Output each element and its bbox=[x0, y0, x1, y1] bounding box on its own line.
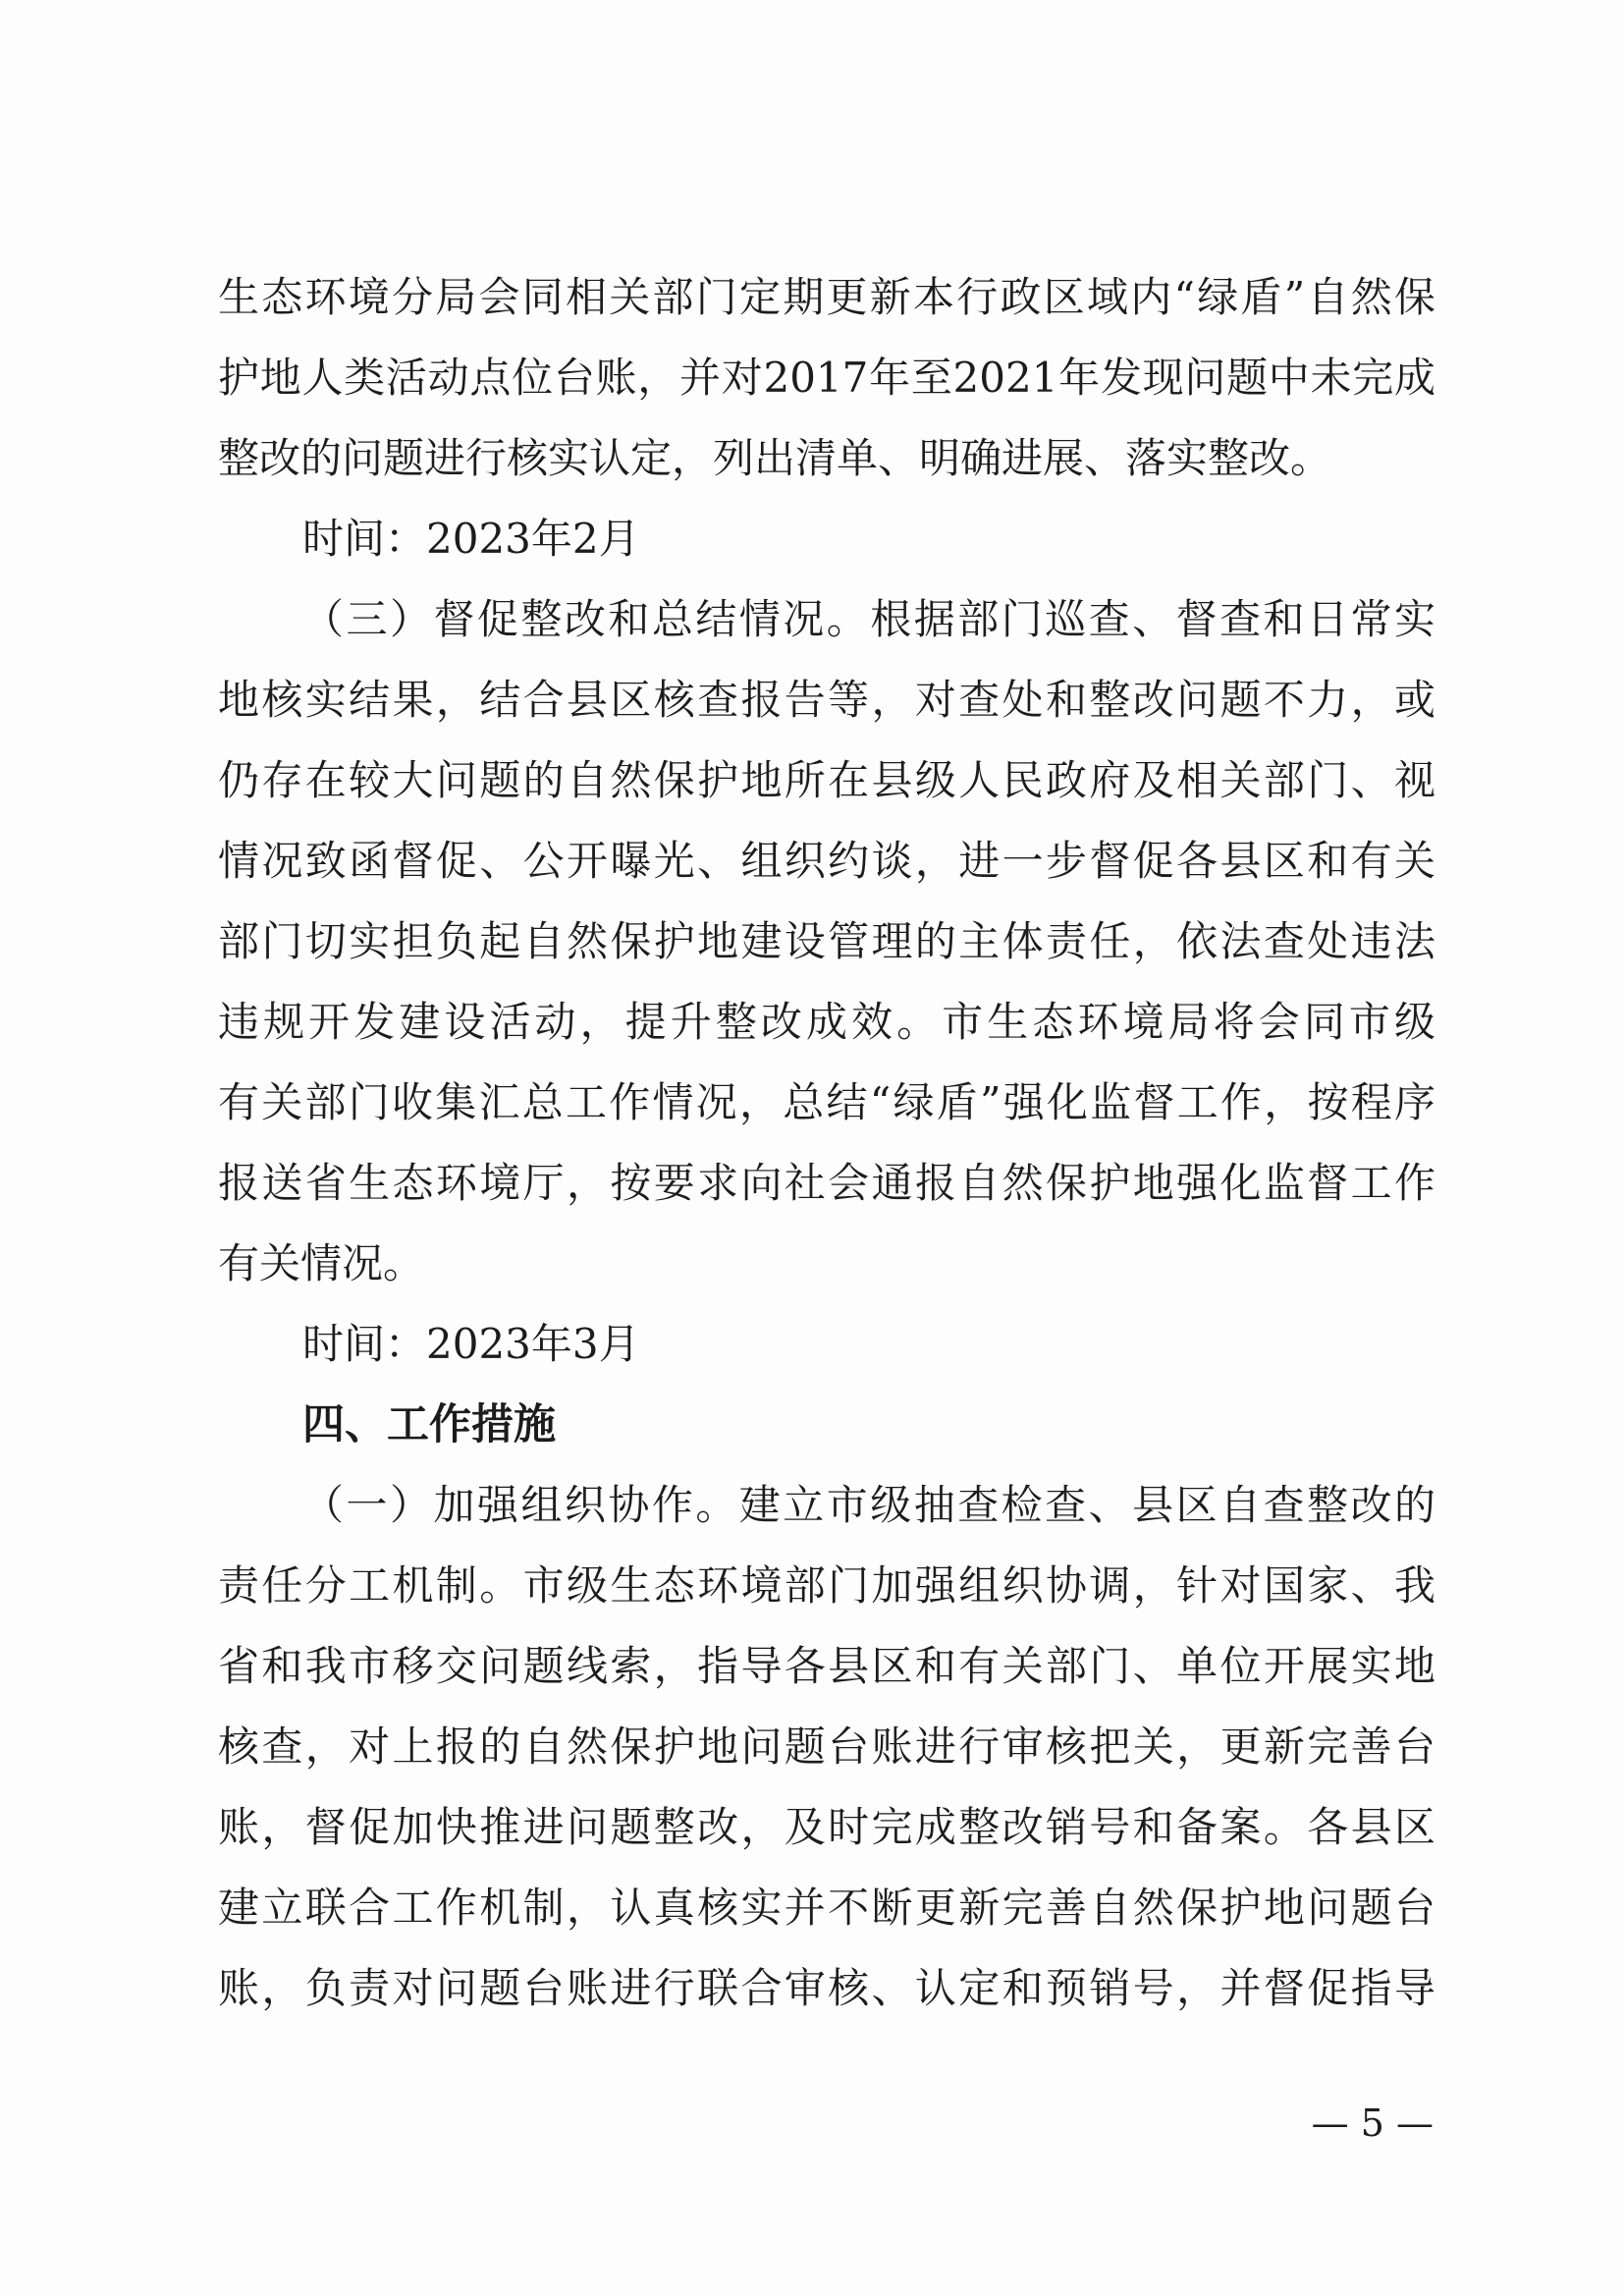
paragraph-line: （一）加强组织协作。建立市级抽查检查、县区自查整改的 bbox=[302, 1481, 1435, 1529]
paragraph-line: 省和我市移交问题线索，指导各县区和有关部门、单位开展实地 bbox=[218, 1642, 1435, 1690]
paragraph-line: 建立联合工作机制，认真核实并不断更新完善自然保护地问题台 bbox=[218, 1884, 1435, 1932]
section-heading: 四、工作措施 bbox=[302, 1400, 556, 1449]
paragraph-line: 核查，对上报的自然保护地问题台账进行审核把关，更新完善台 bbox=[218, 1722, 1435, 1771]
time-line: 时间：2023年2月 bbox=[302, 515, 640, 563]
paragraph-line: 部门切实担负起自然保护地建设管理的主体责任，依法查处违法 bbox=[218, 917, 1435, 965]
page-number: — 5 — bbox=[1311, 2102, 1434, 2145]
time-line: 时间：2023年3月 bbox=[302, 1320, 640, 1368]
paragraph-line: 仍存在较大问题的自然保护地所在县级人民政府及相关部门、视 bbox=[218, 756, 1435, 804]
paragraph-line: 护地人类活动点位台账，并对2017年至2021年发现问题中未完成 bbox=[218, 354, 1435, 402]
paragraph-line: 账，督促加快推进问题整改，及时完成整改销号和备案。各县区 bbox=[218, 1803, 1435, 1851]
paragraph-line: 整改的问题进行核实认定，列出清单、明确进展、落实整改。 bbox=[218, 434, 1332, 482]
paragraph-line: 有关部门收集汇总工作情况，总结“绿盾”强化监督工作，按程序 bbox=[218, 1078, 1435, 1126]
paragraph-line: 违规开发建设活动，提升整改成效。市生态环境局将会同市级 bbox=[218, 998, 1435, 1046]
paragraph-line: 生态环境分局会同相关部门定期更新本行政区域内“绿盾”自然保 bbox=[218, 273, 1435, 321]
paragraph-line: 账，负责对问题台账进行联合审核、认定和预销号，并督促指导 bbox=[218, 1964, 1435, 2012]
document-body bbox=[218, 257, 1435, 2029]
paragraph-line: 报送省生态环境厅，按要求向社会通报自然保护地强化监督工作 bbox=[218, 1159, 1435, 1207]
paragraph-line: 情况致函督促、公开曝光、组织约谈，进一步督促各县区和有关 bbox=[218, 837, 1435, 885]
paragraph-line: 有关情况。 bbox=[218, 1239, 425, 1287]
paragraph-line: （三）督促整改和总结情况。根据部门巡查、督查和日常实 bbox=[302, 595, 1435, 643]
paragraph-line: 地核实结果，结合县区核查报告等，对查处和整改问题不力，或 bbox=[218, 676, 1435, 724]
paragraph-line: 责任分工机制。市级生态环境部门加强组织协调，针对国家、我 bbox=[218, 1561, 1435, 1610]
